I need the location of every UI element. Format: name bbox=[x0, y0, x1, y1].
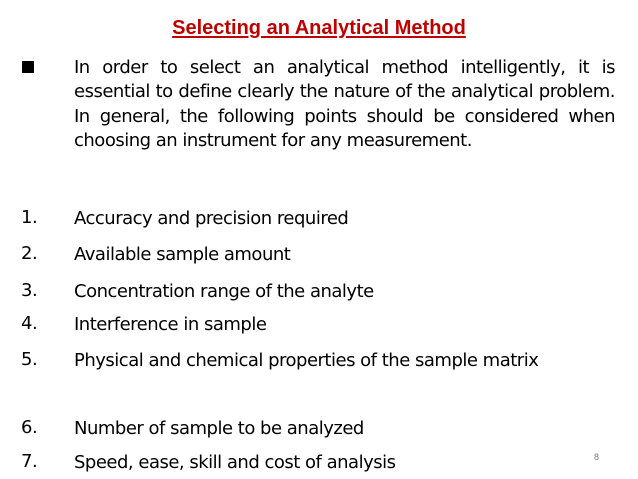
list-item-text: Number of sample to be analyzed bbox=[74, 418, 364, 439]
page-number: 8 bbox=[594, 452, 600, 462]
square-bullet-icon bbox=[22, 61, 34, 73]
list-item-text: Accuracy and precision required bbox=[74, 208, 349, 229]
list-item-text: Physical and chemical properties of the sample matrix bbox=[74, 350, 539, 371]
list-item-text: Concentration range of the analyte bbox=[74, 281, 374, 302]
list-item-number: 6. bbox=[21, 417, 38, 438]
list-item-text: Interference in sample bbox=[74, 314, 267, 335]
list-item-text: Speed, ease, skill and cost of analysis bbox=[74, 452, 396, 473]
list-item-text: Available sample amount bbox=[74, 244, 291, 265]
slide-title: Selecting an Analytical Method bbox=[172, 17, 466, 39]
list-item-number: 2. bbox=[21, 243, 38, 264]
list-item-number: 4. bbox=[21, 313, 38, 334]
list-item-number: 5. bbox=[21, 349, 38, 370]
list-item-number: 3. bbox=[21, 280, 38, 301]
intro-paragraph: In order to select an analytical method intelligently, it is essential to define clearly the nature of the analytical problem. In general, the following points should be considered when choosing an instrument for any measurement. bbox=[74, 57, 615, 152]
list-item-number: 7. bbox=[21, 451, 38, 472]
list-item-number: 1. bbox=[21, 207, 38, 228]
